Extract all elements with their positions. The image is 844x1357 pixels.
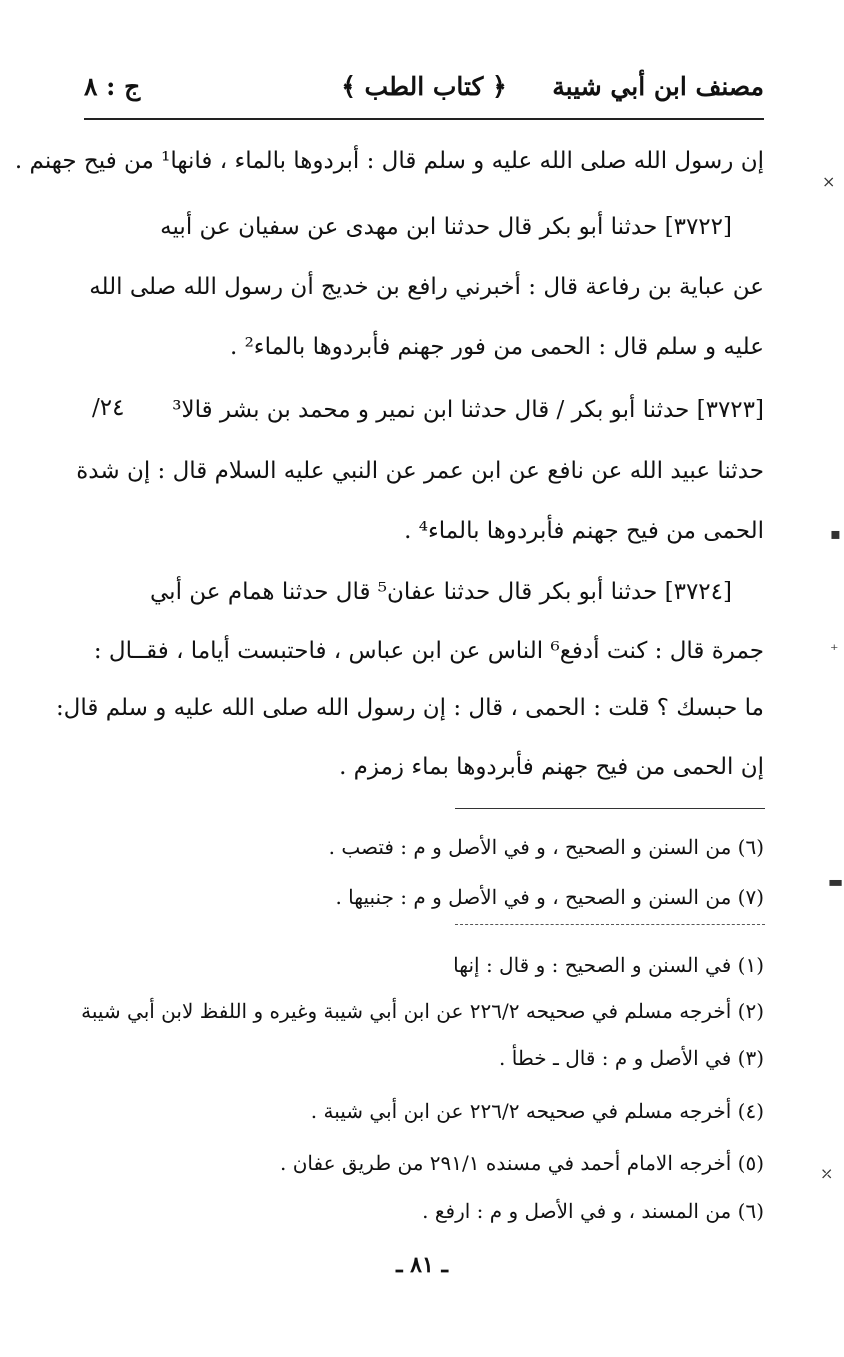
footnote: (١) في السنن و الصحيح : و قال : إنها <box>453 953 764 977</box>
margin-page-marker: ٢٤/ <box>92 395 125 421</box>
body-line: إن الحمى من فيح جهنم فأبردوها بماء زمزم . <box>339 754 764 780</box>
footnote-prev: (٧) من السنن و الصحيح ، و في الأصل و م : جنبيها . <box>335 885 764 909</box>
page-number: ـ ٨١ ـ <box>396 1252 448 1278</box>
page-header <box>84 72 764 112</box>
hadith-3724-line: [٣٧٢٤] حدثنا أبو بكر قال حدثنا عفان⁵ قال حدثنا همام عن أبي <box>150 579 732 605</box>
body-line: عن عباية بن رفاعة قال : أخبرني رافع بن خديج أن رسول الله صلى الله <box>89 274 764 300</box>
hadith-3722-line: [٣٧٢٢] حدثنا أبو بكر قال حدثنا ابن مهدى عن سفيان عن أبيه <box>160 214 732 240</box>
footnote: (٢) أخرجه مسلم في صحيحه ٢٢٦/٢ عن ابن أبي شيبة وغيره و اللفظ لابن أبي شيبة <box>81 999 764 1023</box>
footnote-rule <box>455 808 765 809</box>
hadith-3723-line: [٣٧٢٣] حدثنا أبو بكر / قال حدثنا ابن نمير و محمد بن بشر قالا³ <box>172 397 764 423</box>
footnote: (٤) أخرجه مسلم في صحيحه ٢٢٦/٢ عن ابن أبي شيبة . <box>310 1099 764 1123</box>
scan-mark: ⨯ <box>822 172 836 191</box>
book-title: مصنف ابن أبي شيبة <box>552 72 764 101</box>
scan-mark: ⤫ <box>820 1164 834 1183</box>
volume-number: ج : ٨ <box>84 72 141 101</box>
footnote-prev: (٦) من السنن و الصحيح ، و في الأصل و م : فتصب . <box>328 835 764 859</box>
header-rule <box>84 118 764 120</box>
footnote: (٥) أخرجه الامام أحمد في مسنده ٢٩١/١ من طريق عفان . <box>280 1151 764 1175</box>
body-line: ما حبسك ؟ قلت : الحمى ، قال : إن رسول الله صلى الله عليه و سلم قال: <box>55 695 764 721</box>
footnote: (٣) في الأصل و م : قال ـ خطأ . <box>499 1046 764 1070</box>
body-line: إن رسول الله صلى الله عليه و سلم قال : أبردوها بالماء ، فانها¹ من فيح جهنم . <box>14 148 764 174</box>
body-line: عليه و سلم قال : الحمى من فور جهنم فأبردوها بالماء² . <box>229 334 764 360</box>
footnote: (٦) من المسند ، و في الأصل و م : ارفع . <box>422 1199 764 1223</box>
scan-mark: ⁺ <box>830 640 839 659</box>
chapter-title: ﴿ كتاب الطب ﴾ <box>341 72 507 101</box>
body-line: الحمى من فيح جهنم فأبردوها بالماء⁴ . <box>404 518 764 544</box>
body-line: حدثنا عبيد الله عن نافع عن ابن عمر عن النبي عليه السلام قال : إن شدة <box>76 458 764 484</box>
scan-mark: ▪ <box>830 524 841 543</box>
body-line: جمرة قال : كنت أدفع⁶ الناس عن ابن عباس ، فاحتبست أياما ، فقــال : <box>93 638 764 664</box>
scan-mark: ▬ <box>828 872 844 891</box>
footnote-separator <box>455 924 765 925</box>
